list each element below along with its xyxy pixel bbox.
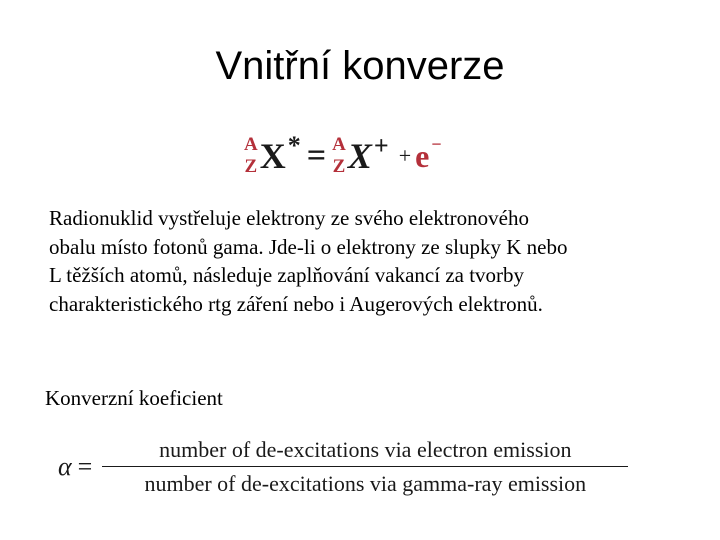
description-paragraph	[49, 204, 679, 318]
electron-charge: −	[431, 133, 442, 154]
product-mass-number: A	[332, 134, 346, 155]
product-nuclide	[332, 131, 389, 178]
product-charge: +	[373, 131, 389, 160]
plus-sign: +	[398, 143, 412, 168]
coefficient-fraction	[102, 436, 628, 498]
equals-sign: =	[306, 137, 327, 174]
coefficient-equals-sign: =	[77, 452, 93, 481]
paragraph-line-4: charakteristického rtg záření nebo i Augerových elektronů.	[49, 291, 543, 316]
product-atomic-number: Z	[332, 156, 346, 177]
excited-state-mark: *	[287, 131, 301, 160]
paragraph-line-1: Radionuklid vystřeluje elektrony ze svého elektronového	[49, 206, 529, 230]
parent-scripts	[244, 134, 258, 178]
parent-symbol: X	[259, 136, 286, 176]
fraction-numerator: number of de-excitations via electron emission	[159, 437, 572, 462]
parent-mass-number: A	[244, 134, 258, 155]
product-scripts	[332, 134, 346, 178]
coefficient-label: Konverzní koeficient	[45, 386, 223, 410]
paragraph-line-2: obalu místo fotonů gama. Jde-li o elektrony ze slupky K nebo	[49, 234, 568, 259]
alpha-symbol: α	[58, 452, 72, 481]
internal-conversion-equation	[244, 128, 442, 184]
paragraph-line-3: L těžších atomů, následuje zaplňování vakancí za tvorby	[49, 263, 525, 287]
fraction-denominator: number of de-excitations via gamma-ray emission	[144, 471, 587, 496]
fraction-bar	[102, 466, 628, 467]
parent-atomic-number: Z	[244, 156, 258, 177]
slide-title: Vnitřní konverze	[215, 44, 505, 88]
electron-symbol: e	[415, 137, 430, 174]
parent-nuclide	[244, 131, 301, 178]
conversion-coefficient-formula	[58, 435, 628, 499]
product-symbol: X	[347, 136, 372, 176]
